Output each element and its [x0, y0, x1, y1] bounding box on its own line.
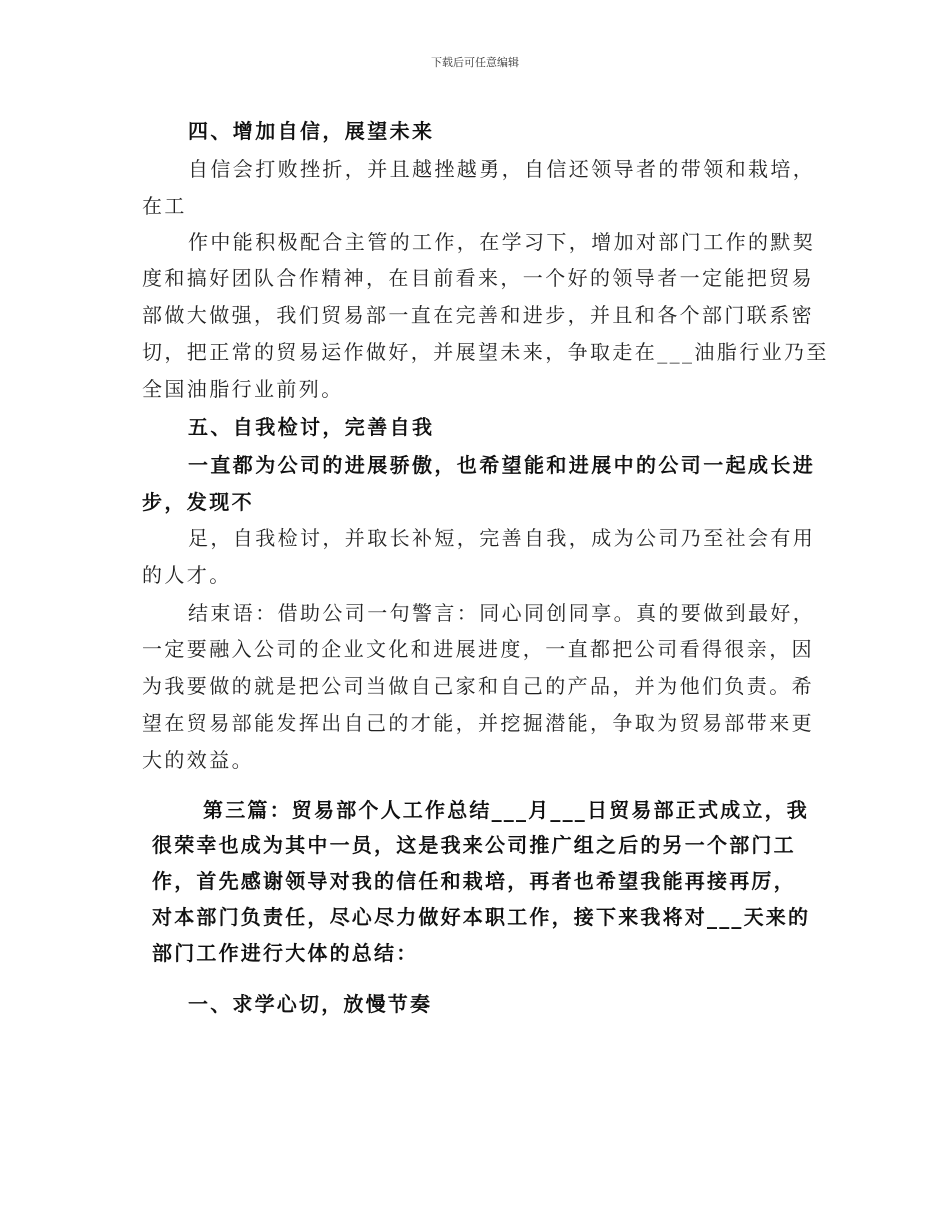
paragraph-line: 望在贸易部能发挥出自己的才能，并挖掘潜能，争取为贸易部带来更: [142, 711, 814, 735]
paragraph-line: 为我要做的就是把公司当做自己家和自己的产品，并为他们负责。希: [142, 674, 814, 698]
bold-paragraph-line: 一直都为公司的进展骄傲，也希望能和进展中的公司一起成长进: [188, 453, 816, 477]
paragraph-line: 度和搞好团队合作精神，在目前看来，一个好的领导者一定能把贸易: [142, 266, 814, 290]
section-heading: 五、自我检讨，完善自我: [188, 415, 435, 439]
part-paragraph-line: 作，首先感谢领导对我的信任和栽培，再者也希望我能再接再厉，: [152, 869, 796, 893]
section-heading: 四、增加自信，展望未来: [188, 119, 435, 143]
paragraph-line: 作中能积极配合主管的工作，在学习下，增加对部门工作的默契: [188, 230, 816, 254]
part-paragraph-line: 部门工作进行大体的总结：: [152, 941, 419, 965]
paragraph-line: 大的效益。: [142, 748, 254, 772]
paragraph-line: 一定要融入公司的企业文化和进展进度，一直都把公司看得很亲，因: [142, 637, 814, 661]
part-paragraph-line: 很荣幸也成为其中一员，这是我来公司推广组之后的另一个部门工: [152, 833, 796, 857]
paragraph-line: 足，自我检讨，并取长补短，完善自我，成为公司乃至社会有用: [188, 526, 816, 550]
paragraph-line: 结束语：借助公司一句警言：同心同创同享。真的要做到最好，: [188, 601, 816, 625]
paragraph-line: 在工: [142, 194, 187, 218]
paragraph-line: 部做大做强，我们贸易部一直在完善和进步，并且和各个部门联系密: [142, 303, 814, 327]
bold-paragraph-line: 步，发现不: [142, 490, 254, 514]
paragraph-line: 全国油脂行业前列。: [142, 377, 344, 401]
part-title-line: 第三篇：贸易部个人工作总结___月___日贸易部正式成立，我: [203, 798, 809, 822]
paragraph-line: 自信会打败挫折，并且越挫越勇，自信还领导者的带领和栽培，: [188, 157, 816, 181]
paragraph-line: 的人才。: [142, 563, 232, 587]
part-paragraph-line: 对本部门负责任，尽心尽力做好本职工作，接下来我将对___天来的: [152, 905, 811, 929]
header-note: 下载后可任意编辑: [431, 56, 519, 69]
part-subheading: 一、求学心切，放慢节奏: [188, 992, 433, 1016]
paragraph-line: 切，把正常的贸易运作做好，并展望未来，争取走在___油脂行业乃至: [142, 340, 829, 364]
